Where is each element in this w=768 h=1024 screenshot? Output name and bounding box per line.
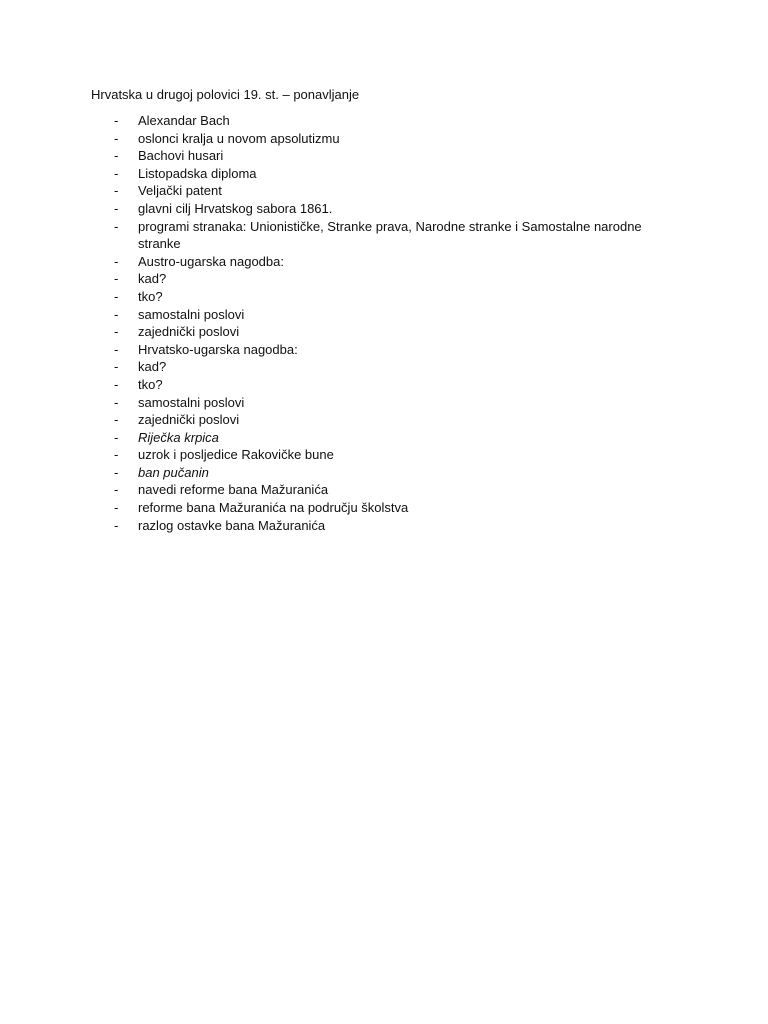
list-item-text: razlog ostavke bana Mažuranića — [138, 517, 326, 533]
list-item — [91, 147, 691, 165]
list-item — [91, 429, 691, 447]
list-item — [91, 517, 691, 535]
topic-list — [91, 112, 691, 534]
list-item — [91, 411, 691, 429]
list-item-text: zajednički poslovi — [138, 324, 240, 340]
list-bullet: - — [114, 306, 119, 322]
list-item-text: uzrok i posljedice Rakovičke bune — [138, 447, 334, 463]
list-item-text: zajednički poslovi — [138, 412, 240, 428]
list-bullet: - — [114, 447, 119, 463]
list-item — [91, 165, 691, 183]
list-item-text: Hrvatsko-ugarska nagodba: — [138, 341, 298, 357]
list-bullet: - — [114, 165, 119, 181]
list-item-text: kad? — [138, 271, 167, 287]
list-item — [91, 394, 691, 412]
list-item — [91, 270, 691, 288]
list-item — [91, 323, 691, 341]
list-item-text: tko? — [138, 376, 163, 392]
list-bullet: - — [114, 464, 119, 480]
list-item — [91, 112, 691, 130]
list-item — [91, 481, 691, 499]
list-item — [91, 464, 691, 482]
list-bullet: - — [114, 394, 119, 410]
list-item — [91, 182, 691, 200]
list-item-text: samostalni poslovi — [138, 306, 245, 322]
list-item-text: Riječka krpica — [138, 429, 219, 445]
list-bullet: - — [114, 500, 119, 516]
list-item — [91, 341, 691, 359]
list-item-text: tko? — [138, 288, 163, 304]
list-item — [91, 200, 691, 218]
list-item — [91, 499, 691, 517]
list-item — [91, 288, 691, 306]
list-item-text: Austro-ugarska nagodba: — [138, 253, 284, 269]
list-item-text: oslonci kralja u novom apsolutizmu — [138, 130, 340, 146]
list-item-text: Veljački patent — [138, 183, 222, 199]
list-item — [91, 446, 691, 464]
list-item-text: reforme bana Mažuranića na području školstva — [138, 500, 409, 516]
list-bullet: - — [114, 130, 119, 146]
list-item-text: Bachovi husari — [138, 148, 224, 164]
list-item — [91, 306, 691, 324]
list-bullet: - — [114, 359, 119, 375]
list-bullet: - — [114, 482, 119, 498]
list-item-text: Listopadska diploma — [138, 165, 257, 181]
list-bullet: - — [114, 429, 119, 445]
list-bullet: - — [114, 412, 119, 428]
list-item-text: glavni cilj Hrvatskog sabora 1861. — [138, 200, 333, 216]
list-item-text: programi stranaka: Unionističke, Stranke prava, Narodne stranke i Samostalne narodne stranke — [138, 218, 642, 252]
list-item-text: kad? — [138, 359, 167, 375]
list-item — [91, 376, 691, 394]
list-bullet: - — [114, 253, 119, 269]
list-item-text: samostalni poslovi — [138, 394, 245, 410]
list-item-text: navedi reforme bana Mažuranića — [138, 482, 329, 498]
list-item — [91, 358, 691, 376]
list-bullet: - — [114, 341, 119, 357]
list-bullet: - — [114, 113, 119, 128]
list-bullet: - — [114, 218, 119, 234]
document-title: Hrvatska u drugoj polovici 19. st. – ponavljanje — [91, 87, 360, 102]
list-item-text: ban pučanin — [138, 464, 209, 480]
list-bullet: - — [114, 148, 119, 164]
list-item — [91, 253, 691, 271]
list-bullet: - — [114, 324, 119, 340]
list-item — [91, 218, 691, 253]
list-bullet: - — [114, 200, 119, 216]
list-item — [91, 130, 691, 148]
list-bullet: - — [114, 517, 119, 533]
list-bullet: - — [114, 183, 119, 199]
list-bullet: - — [114, 288, 119, 304]
list-item-text: Alexandar Bach — [138, 113, 230, 128]
list-bullet: - — [114, 271, 119, 287]
list-bullet: - — [114, 376, 119, 392]
